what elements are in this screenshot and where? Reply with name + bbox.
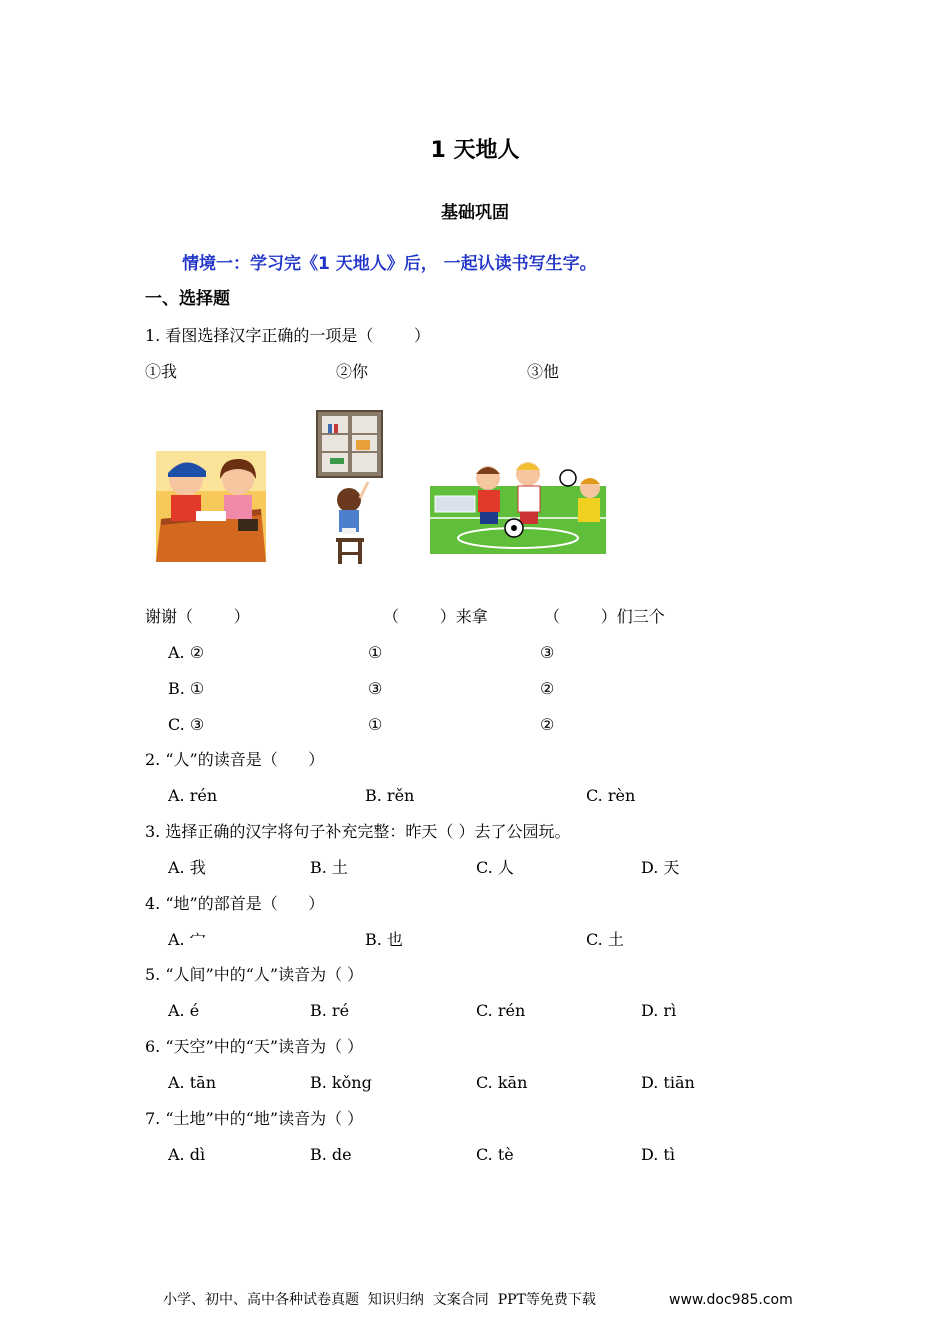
question-5-stem: 5. “人间”中的“人”读音为（ ） bbox=[145, 965, 364, 984]
q1-option-c-3: ② bbox=[540, 715, 555, 734]
question-2-stem: 2. “人”的读音是（ ） bbox=[145, 750, 325, 769]
children-desk-illustration bbox=[156, 451, 266, 562]
q5-option-d[interactable]: D. rì bbox=[641, 1001, 677, 1020]
section-heading: 一、选择题 bbox=[145, 289, 230, 309]
q5-option-a[interactable]: A. é bbox=[168, 1001, 200, 1020]
question-4-stem: 4. “地”的部首是（ ） bbox=[145, 894, 325, 913]
q3-option-a[interactable]: A. 我 bbox=[168, 858, 206, 877]
q7-option-d[interactable]: D. tì bbox=[641, 1145, 675, 1164]
question-3-stem: 3. 选择正确的汉字将句子补充完整：昨天（ ）去了公园玩。 bbox=[145, 822, 571, 841]
q6-option-a[interactable]: A. tān bbox=[168, 1073, 216, 1092]
question-6-stem: 6. “天空”中的“天”读音为（ ） bbox=[145, 1037, 364, 1056]
girl-cupboard-illustration bbox=[316, 410, 383, 566]
q2-option-c[interactable]: C. rèn bbox=[586, 786, 636, 805]
q7-option-b[interactable]: B. de bbox=[310, 1145, 352, 1164]
q1-option-a-3: ③ bbox=[540, 643, 555, 662]
q1-label-2: ②你 bbox=[336, 362, 369, 381]
q5-option-b[interactable]: B. ré bbox=[310, 1001, 350, 1020]
q7-option-a[interactable]: A. dì bbox=[168, 1145, 206, 1164]
q1-option-b-2: ③ bbox=[368, 679, 383, 698]
question-1-stem: 1. 看图选择汉字正确的一项是（ ） bbox=[145, 326, 431, 345]
q1-option-b[interactable]: B. ① bbox=[168, 679, 205, 698]
section-subtitle: 基础巩固 bbox=[441, 203, 509, 223]
footer-text: 小学、初中、高中各种试卷真题 知识归纳 文案合同 PPT等免费下载 bbox=[163, 1292, 596, 1308]
q1-option-b-3: ② bbox=[540, 679, 555, 698]
q3-option-b[interactable]: B. 土 bbox=[310, 858, 348, 877]
q3-option-c[interactable]: C. 人 bbox=[476, 858, 514, 877]
q3-option-d[interactable]: D. 天 bbox=[641, 858, 680, 877]
page-title: 1 天地人 bbox=[430, 138, 520, 163]
q1-label-1: ①我 bbox=[145, 362, 178, 381]
q2-option-b[interactable]: B. rěn bbox=[365, 786, 415, 805]
q1-option-a[interactable]: A. ② bbox=[168, 643, 205, 662]
q1-option-a-2: ① bbox=[368, 643, 383, 662]
q1-blank-3: （ ）们三个 bbox=[544, 607, 665, 626]
scenario-line: 情境一：学习完《1 天地人》后， 一起认读书写生字。 bbox=[182, 254, 597, 274]
q1-blank-1: 谢谢（ ） bbox=[145, 607, 250, 626]
q4-option-b[interactable]: B. 也 bbox=[365, 930, 403, 949]
q6-option-d[interactable]: D. tiān bbox=[641, 1073, 695, 1092]
footer-site-link[interactable]: www.doc985.com bbox=[669, 1292, 793, 1308]
football-players-illustration bbox=[430, 456, 606, 554]
q1-option-c[interactable]: C. ③ bbox=[168, 715, 205, 734]
q2-option-a[interactable]: A. rén bbox=[168, 786, 218, 805]
q1-option-c-2: ① bbox=[368, 715, 383, 734]
q4-option-c[interactable]: C. 土 bbox=[586, 930, 624, 949]
q6-option-c[interactable]: C. kān bbox=[476, 1073, 528, 1092]
question-7-stem: 7. “土地”中的“地”读音为（ ） bbox=[145, 1109, 364, 1128]
q4-option-a[interactable]: A. 宀 bbox=[168, 930, 206, 949]
q7-option-c[interactable]: C. tè bbox=[476, 1145, 514, 1164]
q5-option-c[interactable]: C. rén bbox=[476, 1001, 526, 1020]
q6-option-b[interactable]: B. kǒng bbox=[310, 1073, 372, 1092]
q1-label-3: ③他 bbox=[527, 362, 560, 381]
q1-blank-2: （ ）来拿 bbox=[383, 607, 488, 626]
